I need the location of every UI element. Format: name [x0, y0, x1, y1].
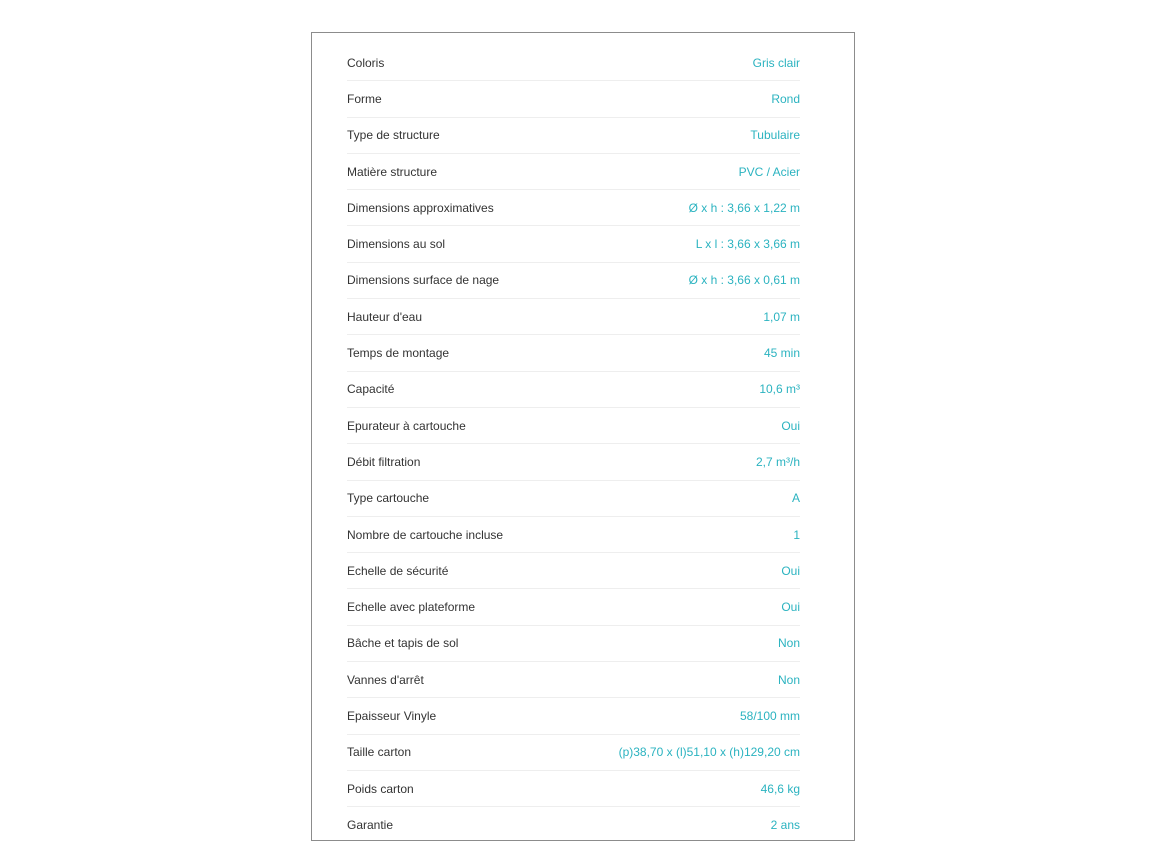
spec-value: 45 min — [763, 346, 800, 361]
spec-value: Ø x h : 3,66 x 0,61 m — [688, 273, 800, 288]
spec-row — [347, 263, 800, 299]
spec-value: 46,6 kg — [760, 781, 800, 796]
spec-value: Oui — [781, 418, 800, 433]
spec-row — [347, 226, 800, 262]
spec-row — [347, 299, 800, 335]
spec-value: PVC / Acier — [738, 164, 800, 179]
spec-label: Hauteur d'eau — [347, 309, 423, 324]
spec-value: Non — [777, 636, 800, 651]
spec-card — [311, 32, 855, 841]
spec-value: 1 — [793, 527, 800, 542]
spec-row — [347, 444, 800, 480]
spec-value: 2,7 m³/h — [755, 454, 800, 469]
spec-label: Dimensions approximatives — [347, 200, 494, 215]
spec-value: 2 ans — [770, 818, 800, 833]
spec-label: Débit filtration — [347, 454, 421, 469]
spec-value: Ø x h : 3,66 x 1,22 m — [688, 200, 800, 215]
spec-value: Oui — [781, 600, 800, 615]
spec-value: Tubulaire — [750, 128, 800, 143]
spec-row — [347, 45, 800, 81]
spec-label: Epaisseur Vinyle — [347, 708, 437, 723]
spec-value: 58/100 mm — [739, 708, 800, 723]
spec-value: Non — [777, 672, 800, 687]
spec-row — [347, 335, 800, 371]
spec-row — [347, 662, 800, 698]
spec-row — [347, 481, 800, 517]
spec-label: Type cartouche — [347, 491, 430, 506]
spec-row — [347, 807, 800, 843]
spec-value: (p)38,70 x (l)51,10 x (h)129,20 cm — [618, 745, 800, 760]
spec-label: Echelle avec plateforme — [347, 600, 476, 615]
spec-label: Temps de montage — [347, 346, 450, 361]
spec-label: Coloris — [347, 55, 385, 70]
spec-row — [347, 154, 800, 190]
spec-label: Forme — [347, 91, 382, 106]
spec-label: Bâche et tapis de sol — [347, 636, 459, 651]
spec-row — [347, 190, 800, 226]
spec-row — [347, 118, 800, 154]
spec-label: Vannes d'arrêt — [347, 672, 424, 687]
spec-label: Nombre de cartouche incluse — [347, 527, 504, 542]
spec-label: Echelle de sécurité — [347, 563, 449, 578]
spec-row — [347, 517, 800, 553]
spec-row — [347, 589, 800, 625]
spec-value: Oui — [781, 563, 800, 578]
spec-label: Capacité — [347, 382, 395, 397]
spec-list — [347, 45, 800, 844]
spec-row — [347, 698, 800, 734]
spec-label: Matière structure — [347, 164, 438, 179]
spec-value: Rond — [771, 91, 800, 106]
spec-label: Dimensions surface de nage — [347, 273, 500, 288]
spec-label: Poids carton — [347, 781, 414, 796]
spec-value: 10,6 m³ — [759, 382, 800, 397]
spec-row — [347, 626, 800, 662]
spec-label: Type de structure — [347, 128, 440, 143]
spec-label: Epurateur à cartouche — [347, 418, 466, 433]
spec-label: Garantie — [347, 818, 394, 833]
spec-value: Gris clair — [752, 55, 800, 70]
spec-label: Dimensions au sol — [347, 237, 446, 252]
spec-label: Taille carton — [347, 745, 412, 760]
spec-row — [347, 553, 800, 589]
spec-value: L x l : 3,66 x 3,66 m — [695, 237, 800, 252]
spec-row — [347, 771, 800, 807]
spec-row — [347, 408, 800, 444]
spec-row — [347, 81, 800, 117]
spec-row — [347, 735, 800, 771]
spec-value: A — [791, 491, 800, 506]
spec-value: 1,07 m — [763, 309, 800, 324]
spec-row — [347, 372, 800, 408]
